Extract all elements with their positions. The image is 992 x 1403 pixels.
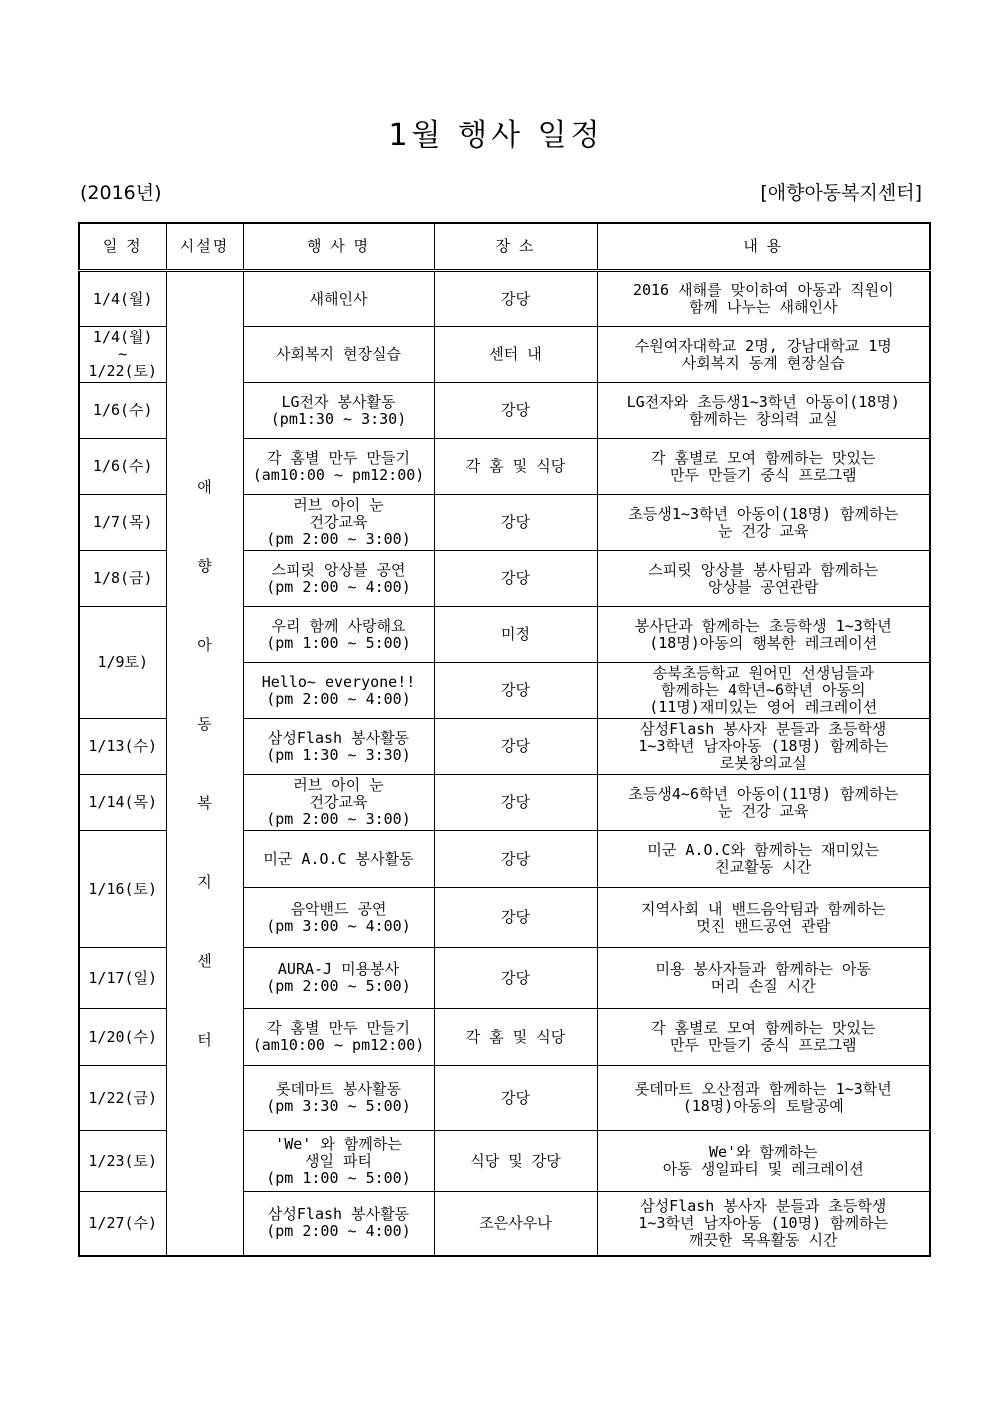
page-title: 1월 행사 일정 [388,118,604,153]
place-cell: 강당 [434,551,597,607]
date-cell: 1/7(목) [79,495,166,551]
place-cell: 강당 [434,271,597,327]
date-cell: 1/23(토) [79,1131,166,1192]
header-content: 내 용 [597,223,930,271]
date-cell: 1/9토) [79,607,166,719]
place-cell: 강당 [434,948,597,1009]
header-row [79,223,930,271]
event-cell: LG전자 봉사활동 (pm1:30 ~ 3:30) [243,383,434,439]
date-cell: 1/6(수) [79,383,166,439]
event-cell: 음악밴드 공연 (pm 3:00 ~ 4:00) [243,888,434,948]
facility-char: 아 [197,635,212,654]
event-cell: 러브 아이 눈 건강교육 (pm 2:00 ~ 3:00) [243,775,434,831]
facility-char: 애 [197,477,212,496]
date-cell: 1/4(월) ~ 1/22(토) [79,327,166,383]
facility-char: 지 [197,872,212,891]
content-cell: 각 홈별로 모여 함께하는 맛있는 만두 만들기 중식 프로그램 [597,1009,930,1066]
place-cell: 센터 내 [434,327,597,383]
header-facility: 시설명 [166,223,243,271]
organization-label: [애향아동복지센터] [760,182,922,204]
content-cell: 스피릿 앙상블 봉사팀과 함께하는 앙상블 공연관람 [597,551,930,607]
event-cell: 사회복지 현장실습 [243,327,434,383]
content-cell: 삼성Flash 봉사자 분들과 초등학생 1~3학년 남자아동 (10명) 함께하는 깨끗한 목욕활동 시간 [597,1192,930,1256]
event-cell: Hello~ everyone!! (pm 2:00 ~ 4:00) [243,663,434,719]
facility-char: 복 [197,793,212,812]
facility-char: 터 [197,1030,212,1049]
header-place: 장 소 [434,223,597,271]
event-cell: 'We' 와 함께하는 생일 파티 (pm 1:00 ~ 5:00) [243,1131,434,1192]
place-cell: 조은사우나 [434,1192,597,1256]
event-cell: 우리 함께 사랑해요 (pm 1:00 ~ 5:00) [243,607,434,663]
place-cell: 강당 [434,719,597,775]
content-cell: 초등생1~3학년 아동이(18명) 함께하는 눈 건강 교육 [597,495,930,551]
place-cell: 강당 [434,775,597,831]
date-cell: 1/14(목) [79,775,166,831]
content-cell: 각 홈별로 모여 함께하는 맛있는 만두 만들기 중식 프로그램 [597,439,930,495]
table-row [79,271,930,327]
place-cell: 미정 [434,607,597,663]
place-cell: 강당 [434,1066,597,1131]
facility-char: 센 [197,951,212,970]
header-date: 일 정 [79,223,166,271]
date-cell: 1/16(토) [79,831,166,948]
facility-char: 동 [197,714,212,733]
event-cell: 러브 아이 눈 건강교육 (pm 2:00 ~ 3:00) [243,495,434,551]
date-cell: 1/13(수) [79,719,166,775]
date-cell: 1/4(월) [79,271,166,327]
content-cell: 2016 새해를 맞이하여 아동과 직원이 함께 나누는 새해인사 [597,271,930,327]
content-cell: 수원여자대학교 2명, 강남대학교 1명 사회복지 동계 현장실습 [597,327,930,383]
schedule-table [78,222,931,1257]
place-cell: 강당 [434,383,597,439]
place-cell: 각 홈 및 식당 [434,1009,597,1066]
content-cell: We'와 함께하는 아동 생일파티 및 레크레이션 [597,1131,930,1192]
place-cell: 강당 [434,495,597,551]
header-event: 행 사 명 [243,223,434,271]
date-cell: 1/20(수) [79,1009,166,1066]
place-cell: 강당 [434,663,597,719]
event-cell: AURA-J 미용봉사 (pm 2:00 ~ 5:00) [243,948,434,1009]
year-label: (2016년) [80,182,162,204]
date-cell: 1/22(금) [79,1066,166,1131]
place-cell: 각 홈 및 식당 [434,439,597,495]
event-cell: 각 홈별 만두 만들기 (am10:00 ~ pm12:00) [243,1009,434,1066]
content-cell: 삼성Flash 봉사자 분들과 초등학생 1~3학년 남자아동 (18명) 함께하는 로봇창의교실 [597,719,930,775]
content-cell: 지역사회 내 밴드음악팀과 함께하는 멋진 밴드공연 관람 [597,888,930,948]
event-cell: 스피릿 앙상블 공연 (pm 2:00 ~ 4:00) [243,551,434,607]
event-cell: 각 홈별 만두 만들기 (am10:00 ~ pm12:00) [243,439,434,495]
event-cell: 삼성Flash 봉사활동 (pm 2:00 ~ 4:00) [243,1192,434,1256]
date-cell: 1/27(수) [79,1192,166,1256]
place-cell: 식당 및 강당 [434,1131,597,1192]
event-cell: 롯데마트 봉사활동 (pm 3:30 ~ 5:00) [243,1066,434,1131]
content-cell: 송북초등학교 원어민 선생님들과 함께하는 4학년~6학년 아동의 (11명)재미있는 영어 레크레이션 [597,663,930,719]
content-cell: 봉사단과 함께하는 초등학생 1~3학년 (18명)아동의 행복한 레크레이션 [597,607,930,663]
facility-cell [166,271,243,1256]
date-cell: 1/6(수) [79,439,166,495]
place-cell: 강당 [434,888,597,948]
content-cell: 롯데마트 오산점과 함께하는 1~3학년 (18명)아동의 토탈공예 [597,1066,930,1131]
content-cell: 초등생4~6학년 아동이(11명) 함께하는 눈 건강 교육 [597,775,930,831]
event-cell: 미군 A.O.C 봉사활동 [243,831,434,888]
event-cell: 삼성Flash 봉사활동 (pm 1:30 ~ 3:30) [243,719,434,775]
date-cell: 1/17(일) [79,948,166,1009]
facility-char: 향 [197,556,212,575]
content-cell: 미용 봉사자들과 함께하는 아동 머리 손질 시간 [597,948,930,1009]
content-cell: LG전자와 초등생1~3학년 아동이(18명) 함께하는 창의력 교실 [597,383,930,439]
date-cell: 1/8(금) [79,551,166,607]
event-cell: 새해인사 [243,271,434,327]
content-cell: 미군 A.O.C와 함께하는 재미있는 친교활동 시간 [597,831,930,888]
place-cell: 강당 [434,831,597,888]
